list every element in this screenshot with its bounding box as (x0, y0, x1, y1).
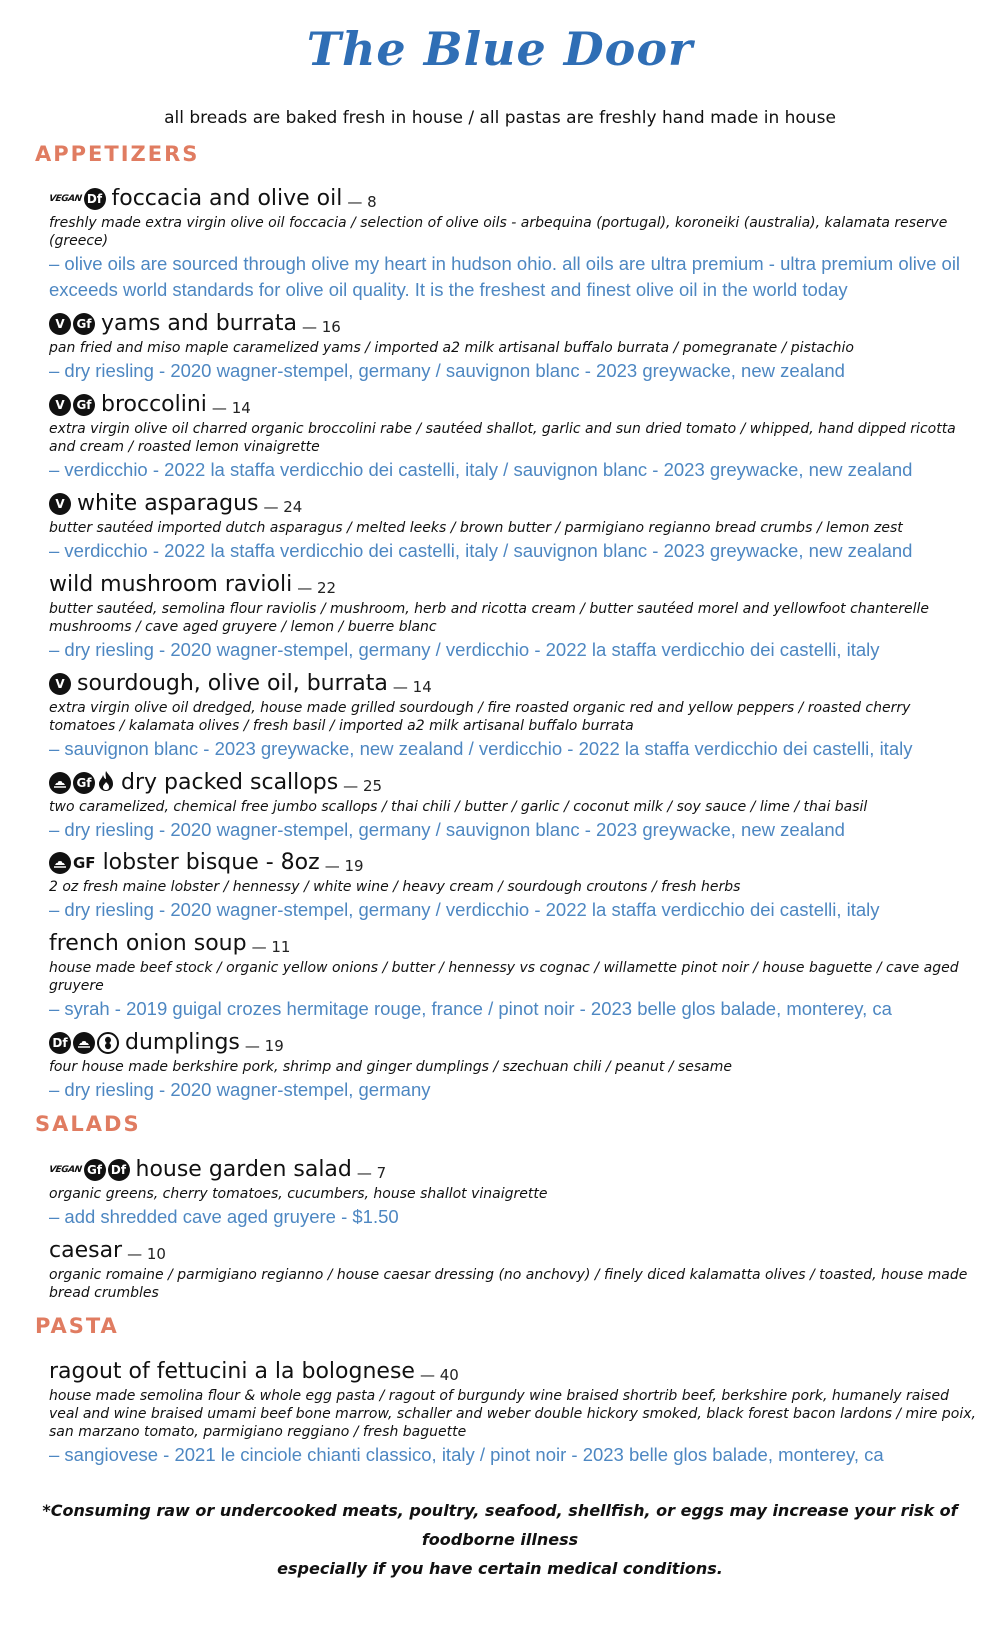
vegan-icon: VEGAN (48, 194, 83, 204)
vegetarian-icon: V (49, 394, 71, 416)
shellfish-icon (49, 772, 71, 794)
menu-item-lobster-bisque (49, 850, 979, 923)
item-description: organic romaine / parmigiano regianno / house caesar dressing (no anchovy) / finely diced kalamatta olives / toasted, house made bread crumbles (49, 1267, 968, 1301)
item-price: — 16 (301, 318, 341, 336)
section-salads: SALADS (35, 1112, 141, 1136)
disclaimer-line-1: *Consuming raw or undercooked meats, poultry, seafood, shellfish, or eggs may increase your risk of foodborne illness (42, 1501, 958, 1549)
item-pairing: – sauvignon blanc - 2023 greywacke, new zealand / verdicchio - 2022 la staffa verdicchio dei castelli, italy (49, 738, 913, 759)
vegetarian-icon: V (49, 493, 71, 515)
item-price: — 22 (297, 579, 337, 597)
item-name: wild mushroom ravioli (49, 572, 293, 597)
menu-item-house-garden-salad (49, 1157, 979, 1230)
item-price: — 10 (127, 1245, 166, 1263)
section-appetizers: APPETIZERS (35, 142, 200, 166)
item-pairing: – dry riesling - 2020 wagner-stempel, germany / verdicchio - 2022 la staffa verdicchio dei castelli, italy (49, 899, 880, 920)
peanut-icon (97, 1032, 119, 1054)
item-price: — 19 (324, 857, 364, 875)
gluten-free-icon: Gf (73, 772, 95, 794)
item-description: butter sautéed imported dutch asparagus / melted leeks / brown butter / parmigiano regianno bread crumbs / lemon zest (49, 520, 903, 536)
item-price: — 19 (244, 1037, 284, 1055)
item-name: dry packed scallops (121, 770, 339, 795)
menu-item-dumplings (49, 1030, 979, 1103)
food-safety-disclaimer (40, 1496, 960, 1583)
item-name: yams and burrata (101, 311, 297, 336)
item-description: freshly made extra virgin olive oil foccacia / selection of olive oils - arbequina (portugal), koroneiki (australia), kalamata reserve (greece) (49, 215, 948, 249)
item-description: house made semolina flour & whole egg pasta / ragout of burgundy wine braised shortrib beef, berkshire pork, humanely raised veal and wine braised umami beef bone marrow, schaller and weber double hickory smoked, black forest bacon lardons / mire poix, san marzano tomato, parmigiano reggiano / fresh baguette (49, 1388, 976, 1440)
restaurant-title: The Blue Door (306, 22, 694, 76)
gluten-free-icon: Gf (73, 394, 95, 416)
section-pasta: PASTA (35, 1314, 119, 1338)
item-name: ragout of fettucini a la bolognese (49, 1359, 415, 1384)
menu-item-french-onion-soup (49, 931, 979, 1022)
item-pairing: – olive oils are sourced through olive my heart in hudson ohio. all oils are ultra premium - ultra premium olive oil exceeds world standards for olive oil quality. It is the freshest and finest olive oil in the world today (49, 253, 961, 300)
item-description: four house made berkshire pork, shrimp and ginger dumplings / szechuan chili / peanut / sesame (49, 1059, 732, 1075)
tagline: all breads are baked fresh in house / all pastas are freshly hand made in house (164, 108, 836, 128)
item-pairing: – dry riesling - 2020 wagner-stempel, germany / sauvignon blanc - 2023 greywacke, new zealand (49, 819, 845, 840)
gluten-free-icon: Gf (84, 1159, 106, 1181)
item-name: white asparagus (77, 491, 259, 516)
spicy-icon (97, 770, 115, 796)
item-price: — 14 (211, 399, 251, 417)
gluten-free-icon: Gf (73, 313, 95, 335)
item-description: extra virgin olive oil charred organic broccolini rabe / sautéed shallot, garlic and sun dried tomato / whipped, hand dipped ricotta and cream / roasted lemon vinaigrette (49, 421, 956, 455)
item-name: sourdough, olive oil, burrata (77, 671, 388, 696)
menu-item-broccolini (49, 392, 979, 483)
item-pairing: – sangiovese - 2021 le cinciole chianti classico, italy / pinot noir - 2023 belle glos balade, monterey, ca (49, 1444, 884, 1465)
item-pairing: – verdicchio - 2022 la staffa verdicchio dei castelli, italy / sauvignon blanc - 2023 greywacke, new zealand (49, 540, 913, 561)
menu-item-bolognese (49, 1359, 979, 1468)
menu-item-scallops (49, 770, 979, 843)
item-pairing: – dry riesling - 2020 wagner-stempel, germany / verdicchio - 2022 la staffa verdicchio dei castelli, italy (49, 639, 880, 660)
item-description: pan fried and miso maple caramelized yams / imported a2 milk artisanal buffalo burrata / pomegranate / pistachio (49, 340, 854, 356)
item-price: — 25 (343, 777, 383, 795)
item-price: — 14 (392, 678, 432, 696)
vegetarian-icon: V (49, 673, 71, 695)
menu-item-yams (49, 311, 979, 384)
item-name: dumplings (125, 1030, 240, 1055)
dairy-free-icon: Df (49, 1032, 71, 1054)
item-description: 2 oz fresh maine lobster / hennessy / white wine / heavy cream / sourdough croutons / fresh herbs (49, 879, 741, 895)
item-description: extra virgin olive oil dredged, house made grilled sourdough / fire roasted organic red and yellow peppers / roasted cherry tomatoes / kalamata olives / fresh basil / imported a2 milk artisanal buffalo burrata (49, 700, 911, 734)
disclaimer-line-2: especially if you have certain medical conditions. (277, 1559, 723, 1578)
item-description: butter sautéed, semolina flour raviolis / mushroom, herb and ricotta cream / butter sautéed morel and yellowfoot chanterelle mushrooms / cave aged gruyere / lemon / buerre blanc (49, 601, 929, 635)
item-price: — 7 (356, 1164, 387, 1182)
dairy-free-icon: Df (108, 1159, 130, 1181)
item-description: organic greens, cherry tomatoes, cucumbers, house shallot vinaigrette (49, 1186, 548, 1202)
item-addon: – add shredded cave aged gruyere - $1.50 (49, 1206, 399, 1227)
item-price: — 8 (347, 193, 377, 211)
item-description: house made beef stock / organic yellow onions / butter / hennessy vs cognac / willamette pinot noir / house baguette / cave aged gruyere (49, 960, 959, 994)
item-pairing: – dry riesling - 2020 wagner-stempel, germany (49, 1079, 431, 1100)
item-price: — 24 (263, 498, 303, 516)
item-price: — 11 (251, 938, 291, 956)
vegan-icon: VEGAN (48, 1165, 83, 1175)
menu-item-caesar (49, 1238, 979, 1302)
menu-item-asparagus (49, 491, 979, 564)
dairy-free-icon: Df (84, 188, 106, 210)
shellfish-icon (73, 1032, 95, 1054)
item-description: two caramelized, chemical free jumbo scallops / thai chili / butter / garlic / coconut milk / soy sauce / lime / thai basil (49, 799, 868, 815)
item-name: foccacia and olive oil (111, 186, 343, 211)
menu-item-ravioli (49, 572, 979, 663)
menu-item-sourdough (49, 671, 979, 762)
item-name: lobster bisque - 8oz (102, 850, 320, 875)
item-name: broccolini (101, 392, 207, 417)
item-name: house garden salad (135, 1157, 352, 1182)
menu-item-foccacia (49, 186, 979, 303)
shellfish-icon (49, 852, 71, 874)
item-price: — 40 (419, 1366, 459, 1384)
gluten-free-icon: GF (73, 854, 96, 872)
item-pairing: – dry riesling - 2020 wagner-stempel, germany / sauvignon blanc - 2023 greywacke, new zealand (49, 360, 845, 381)
item-name: french onion soup (49, 931, 247, 956)
item-name: caesar (49, 1238, 123, 1263)
vegetarian-icon: V (49, 313, 71, 335)
item-pairing: – syrah - 2019 guigal crozes hermitage rouge, france / pinot noir - 2023 belle glos balade, monterey, ca (49, 998, 892, 1019)
item-pairing: – verdicchio - 2022 la staffa verdicchio dei castelli, italy / sauvignon blanc - 2023 greywacke, new zealand (49, 459, 913, 480)
